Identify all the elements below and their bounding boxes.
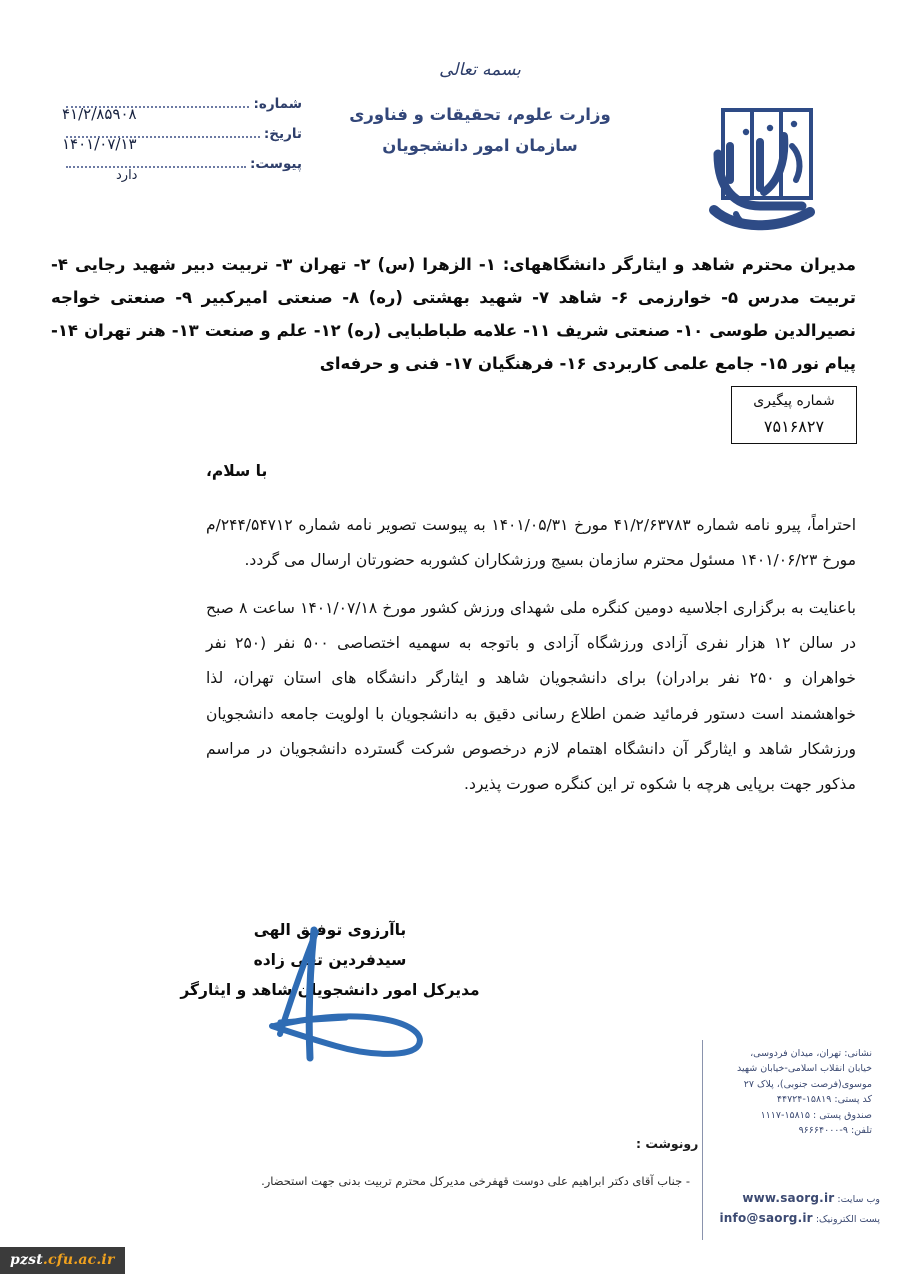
scan-edge	[0, 1240, 900, 1274]
footer-website-label: وب سایت:	[837, 1194, 880, 1205]
watermark-prefix: pzst	[10, 1252, 43, 1268]
footer-website-row	[712, 1188, 880, 1208]
number-value: ۴۱/۲/۸۵۹۰۸	[62, 105, 137, 123]
watermark-suffix: .cfu.ac.ir	[42, 1252, 115, 1268]
body-paragraph-2: باعنایت به برگزاری اجلاسیه دومین کنگره ملی شهدای ورزش کشور مورخ ۱۴۰۱/۰۷/۱۸ ساعت ۸ صبح در سالن ۱۲ هزار نفری آزادی ورزشگاه آزادی و باتوجه به سهمیه اختصاصی ۵۰۰ نفر (۲۵۰ نفر خواهران و ۲۵۰ نفر برادران) برای دانشجویان شاهد و ایثارگر دانشگاه های استان تهران، لذا خواهشمند است دستور فرمائید ضمن اطلاع رسانی دقیق به دانشجویان با اولویت جامعه دانشجویان ورزشکار شاهد و ایثارگر آن دانشگاه اهتمام لازم درخصوص شرکت گسترده دانشجویان در مراسم مذکور جهت برپایی هرچه با شکوه تر این کنگره صورت پذیرد.	[206, 598, 857, 794]
footer-web-block	[712, 1188, 880, 1229]
body-paragraph-1: احتراماً، پیرو نامه شماره ۴۱/۲/۶۳۷۸۳ مورخ ۱۴۰۱/۰۵/۳۱ به پیوست تصویر نامه شماره ۲۴۴/۵۴۷۱۲/م مورخ ۱۴۰۱/۰۶/۲۳ مسئول محترم سازمان بسیج ورزشکاران کشوربه حضورتان ارسال می گردد.	[206, 516, 857, 570]
signature-block	[175, 915, 485, 1006]
source-watermark	[0, 1247, 125, 1274]
tracking-number-value: ۷۵۱۶۸۲۷	[763, 416, 825, 436]
basmalah-text: بسمه تعالی	[439, 60, 521, 80]
attachment-dotted-line	[66, 157, 246, 168]
footer-address-line-1: نشانی: تهران، میدان فردوسی،	[750, 1048, 872, 1059]
tracking-number-label: شماره پیگیری	[753, 393, 835, 409]
footer-email-address[interactable]: info@saorg.ir	[719, 1211, 813, 1226]
greeting-text: با سلام،	[206, 462, 268, 480]
meta-row-number	[62, 96, 302, 126]
ministry-name: وزارت علوم، تحقیقات و فناوری	[349, 105, 611, 124]
footer-address-line-3: موسوی(فرصت جنوبی)، پلاک ۲۷	[743, 1078, 872, 1090]
signature-name: سیدفردین تقی زاده	[253, 951, 407, 970]
footer-email-label: پست الکترونیک:	[815, 1214, 880, 1226]
letter-body	[206, 508, 856, 803]
letterhead	[330, 60, 630, 161]
footer-postal-code: کد پستی: ۱۵۸۱۹-۴۴۷۲۴	[776, 1094, 872, 1106]
meta-row-date	[62, 126, 302, 156]
addressee-block: مدیران محترم شاهد و ایثارگر دانشگاههای: ۱- الزهرا (س) ۲- تهران ۳- تربیت دبیر شهید رجایی ۴- تربیت مدرس ۵- خوارزمی ۶- شاهد ۷- شهید بهشتی (ره) ۸- صنعتی امیرکبیر ۹- صنعتی خواجه نصیرالدین طوسی ۱۰- صنعتی شریف ۱۱- علامه طباطبایی (ره) ۱۲- علم و صنعت ۱۳- هنر تهران ۱۴- پیام نور ۱۵- جامع علمی کاربردی ۱۶- فرهنگیان ۱۷- فنی و حرفه‌ای	[51, 255, 856, 373]
attachment-label: پیوست:	[249, 156, 302, 172]
footer-address-line-2: خیابان انقلاب اسلامی-خیابان شهید	[737, 1063, 872, 1075]
tracking-number-box	[731, 386, 857, 444]
footer-email-row	[712, 1208, 880, 1228]
footer-website-url[interactable]: www.saorg.ir	[742, 1191, 835, 1205]
carbon-copy-item: - جناب آقای دکتر ابراهیم علی دوست قهفرخی مدیرکل محترم تربیت بدنی جهت استحضار.	[261, 1174, 690, 1188]
attachment-value: دارد	[116, 168, 138, 183]
signature-closing: باآرزوی توفیق الهی	[253, 921, 407, 939]
footer-divider	[702, 1040, 703, 1240]
signature-title: مدیرکل امور دانشجویان شاهد و ایثارگر	[180, 981, 480, 1000]
footer-phone: تلفن: ۹-۹۶۶۶۴۰۰۰	[798, 1124, 872, 1136]
organization-name: سازمان امور دانشجویان	[382, 135, 578, 155]
date-label: تاریخ:	[263, 126, 302, 142]
footer-po-box: صندوق پستی : ۱۵۸۱۵-۱۱۱۷	[760, 1109, 872, 1121]
number-label: شماره:	[253, 96, 302, 112]
date-value: ۱۴۰۱/۰۷/۱۳	[62, 135, 137, 153]
letter-meta-block	[62, 96, 302, 186]
carbon-copy-label: رونوشت :	[636, 1136, 699, 1151]
footer-address-block	[712, 1046, 872, 1138]
organization-emblem-icon	[706, 102, 828, 234]
meta-row-attachment	[62, 156, 302, 186]
